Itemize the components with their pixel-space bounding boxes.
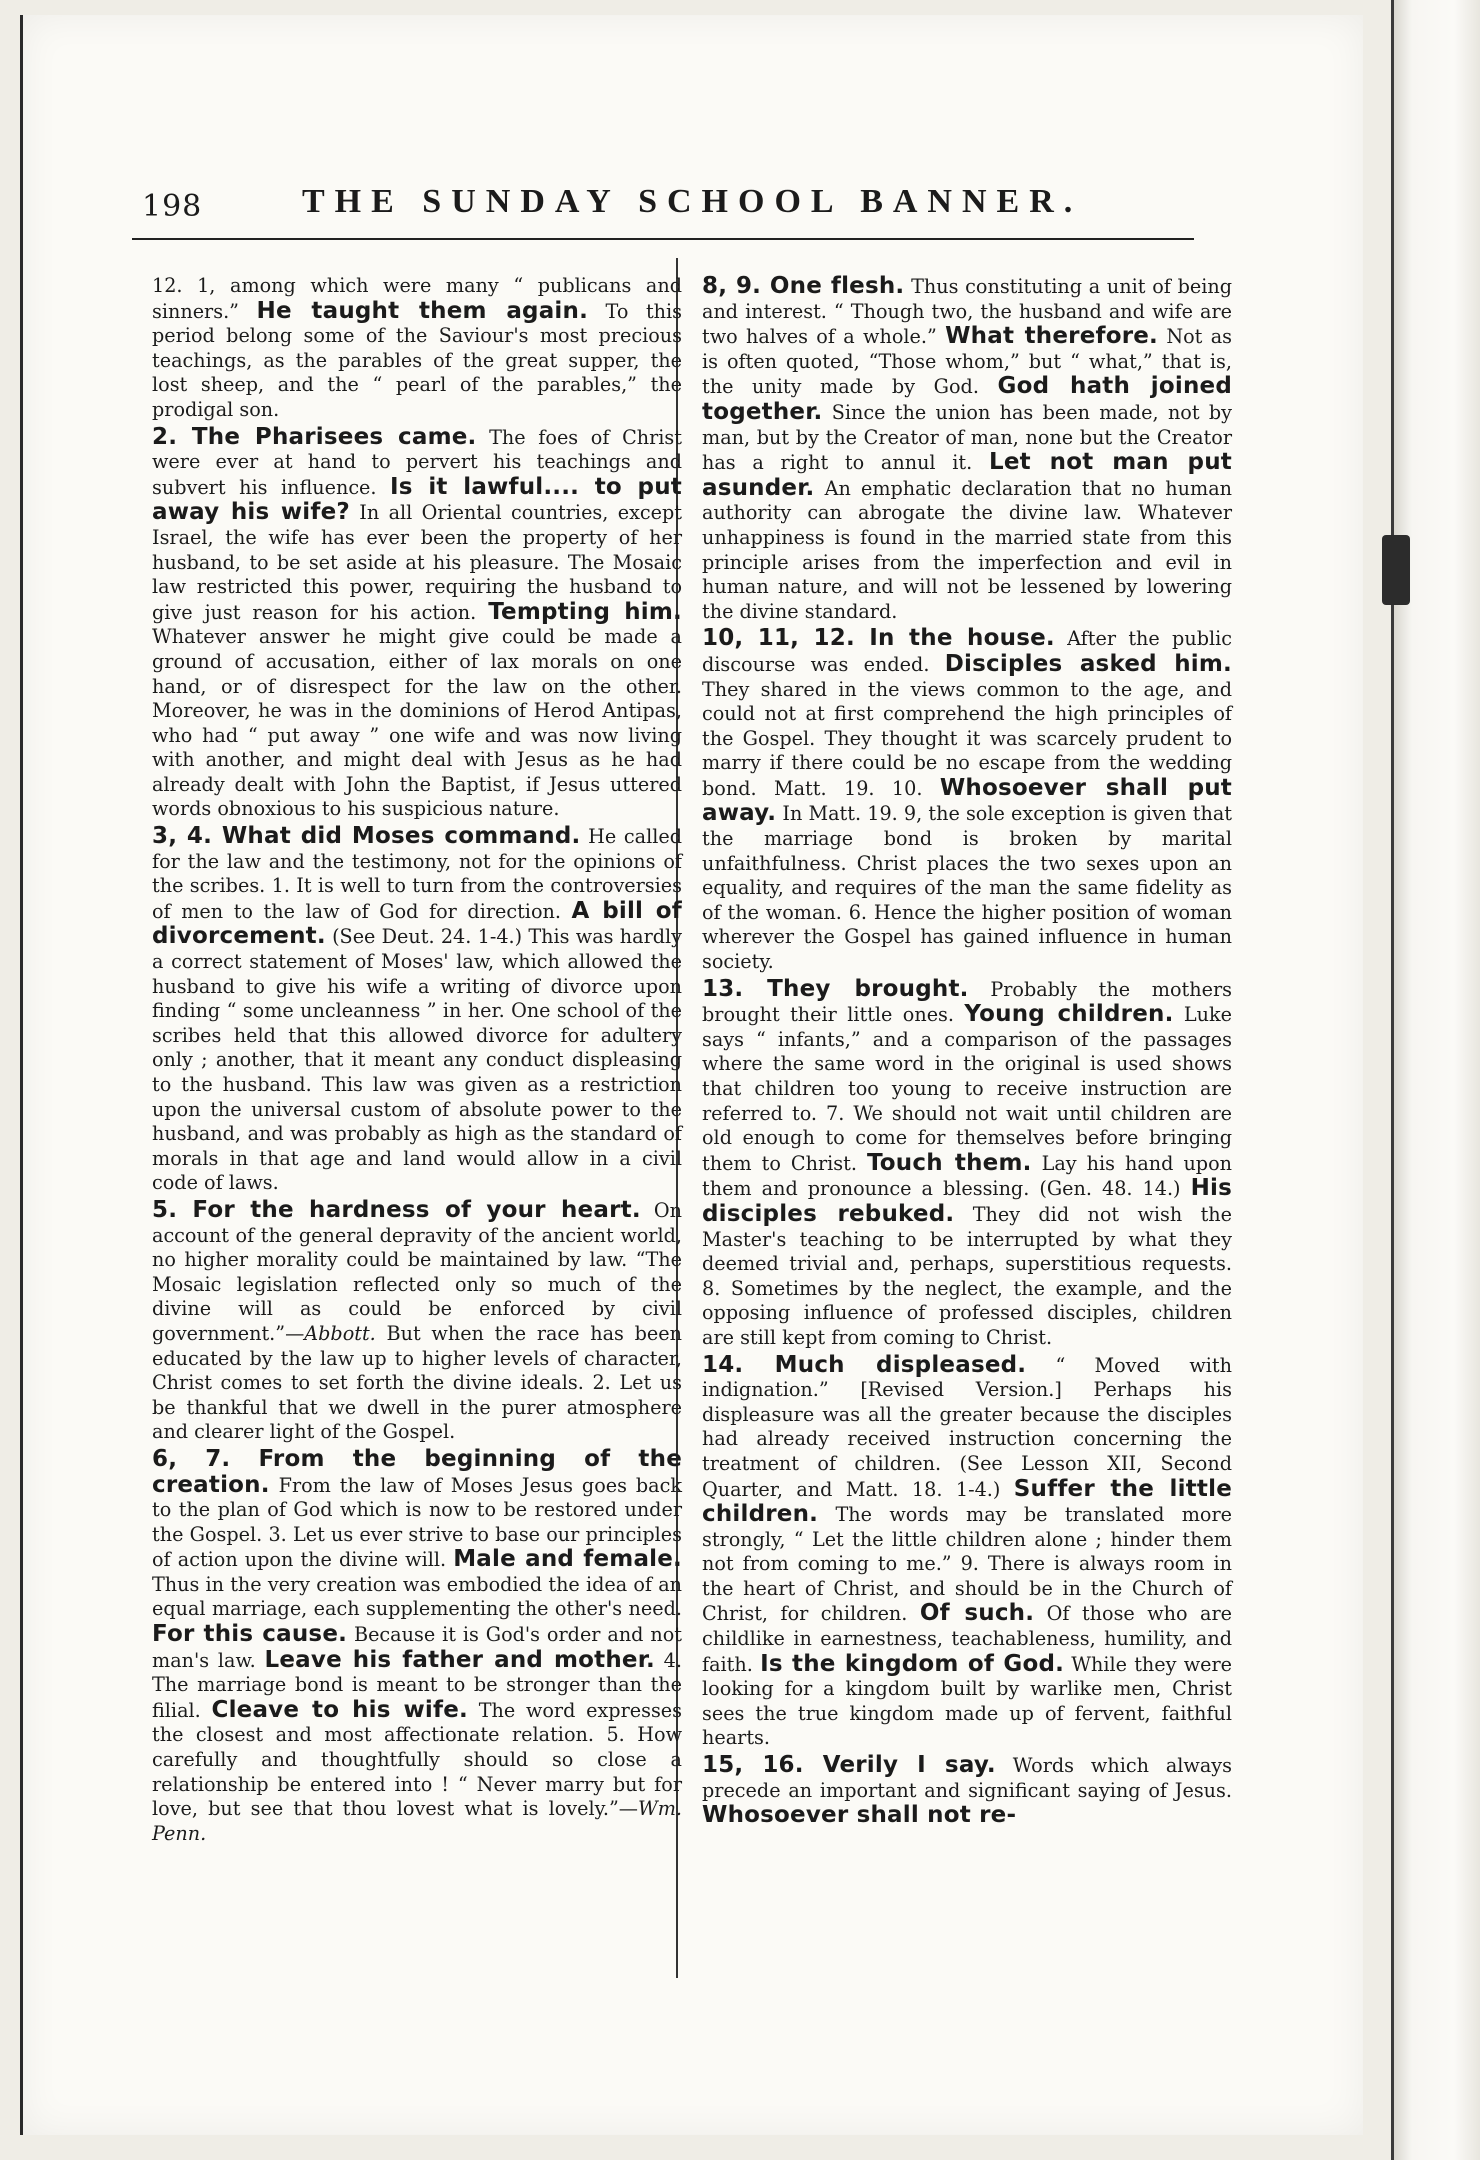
body-text: Lay his hand upon them and pronounce a blessing. (Gen. 48. 14.)	[702, 1151, 1233, 1201]
paragraph	[702, 626, 1232, 974]
binding-tab-mark	[1382, 535, 1410, 605]
body-text: Not as is often quoted, “Those whom,” but “ what,” that is, the unity made by God.	[702, 325, 1232, 399]
verse-keyword: 15, 16. Verily I say.	[702, 1752, 996, 1779]
facing-page-edge	[1391, 0, 1480, 2160]
paragraph	[152, 1447, 682, 1847]
verse-keyword: 8, 9. One flesh.	[702, 273, 905, 299]
paragraph	[702, 977, 1232, 1351]
verse-keyword: Is the kingdom of God.	[760, 1650, 1065, 1677]
verse-keyword: What therefore.	[945, 323, 1158, 350]
verse-keyword: His disciples rebuked.	[702, 1175, 1232, 1227]
verse-keyword: Of such.	[919, 1600, 1035, 1627]
right-column	[702, 274, 1232, 1829]
body-text: In Matt. 19. 9, the sole exception is given that the marriage bond is broken by marital unfaithfulness. Christ places the two sexes upon an equality, and requires of the man the same fidelity as of the woman. 6. Hence the higher position of woman wherever the Gospel has gained influence in human society.	[702, 802, 1232, 974]
body-text: 12. 1, among which were many “ publicans and sinners.”	[152, 274, 682, 323]
body-text: The word expresses the closest and most affectionate relation. 5. How carefully and thoughtfully should so close a relationship be entered into ! “ Never marry but for love, but see that thou lovest what is lovely.”—	[152, 1698, 683, 1821]
verse-keyword: Cleave to his wife.	[211, 1696, 468, 1723]
verse-keyword: For this cause.	[152, 1621, 348, 1648]
body-text: From the law of Moses Jesus goes back to the plan of God which is now to be restored under the Gospel. 3. Let us ever strive to base our principles of action upon the divine will.	[152, 1473, 682, 1572]
paragraph	[152, 274, 682, 423]
page-number: 198	[142, 189, 203, 224]
body-text: Whatever answer he might give could be made a ground of accusation, either of lax morals on one hand, or of disrespect for the law on the other. Moreover, he was in the dominions of Herod Antipas, who had “ put away ” one wife and was now living with another, and might deal with Jesus as he had already dealt with John the Baptist, if Jesus uttered words obnoxious to his suspicious nature.	[152, 625, 682, 821]
body-text: The foes of Christ were ever at hand to pervert his teachings and subvert his influence.	[152, 425, 682, 499]
body-text: (See Deut. 24. 1-4.) This was hardly a correct statement of Moses' law, which allowed the husband to give his wife a writing of divorce upon finding “ some uncleanness ” in her. One school of the scribes held that this allowed divorce for adultery only ; another, that it meant any conduct displeasing to the husband. This law was given as a restriction upon the universal custom of absolute power to the husband, and was probably as high as the standard of morals in that age and land would allow in a civil code of laws.	[152, 925, 682, 1195]
body-text: An emphatic declaration that no human authority can abrogate the divine law. Whatever unhappiness is found in the married state from this principle arises from the imperfection and evil in human nature, and will not be lessened by lowering the divine standard.	[702, 476, 1232, 623]
running-title: THE SUNDAY SCHOOL BANNER.	[302, 183, 1083, 220]
paragraph	[152, 824, 682, 1196]
verse-keyword: 13. They brought.	[702, 975, 969, 1002]
body-text: They did not wish the Master's teaching to be interrupted by what they deemed trivial and, perhaps, superstitious requests. 8. Sometimes by the neglect, the example, and the opposing influence of professed disciples, children are still kept from coming to Christ.	[702, 1202, 1232, 1349]
body-text: Thus in the very creation was embodied the idea of an equal marriage, each supplementing the other's need.	[152, 1572, 682, 1621]
citation: Wm. Penn.	[152, 1797, 682, 1845]
body-text: After the public discourse was ended.	[702, 627, 1232, 676]
body-text: Luke says “ infants,” and a comparison of the passages where the same word in the original is used shows that children too young to receive instruction are referred to. 7. We should not wait until children are old enough to come for themselves before bringing them to Christ.	[702, 1003, 1232, 1175]
verse-keyword: Let not man put asunder.	[702, 449, 1232, 501]
body-text: On account of the general depravity of the ancient world, no higher morality could be maintained by law. “The Mosaic legislation reflected only so much of the divine will as could be enforced by civil government.”—	[152, 1198, 683, 1345]
verse-keyword: Disciples asked him.	[944, 650, 1232, 677]
paragraph	[702, 274, 1232, 624]
paragraph	[152, 425, 682, 823]
verse-keyword: God hath joined together.	[702, 373, 1232, 425]
verse-keyword: 14. Much displeased.	[702, 1351, 1027, 1378]
verse-keyword: 2. The Pharisees came.	[152, 423, 477, 450]
body-text: But when the race has been educated by the law up to higher levels of character, Christ comes to set forth the divine ideals. 2. Let us be thankful that we dwell in the purer atmosphere and clearer light of the Gospel.	[152, 1321, 682, 1444]
verse-keyword: A bill of divorcement.	[152, 897, 683, 950]
body-text: Probably the mothers brought their little ones.	[702, 977, 1232, 1027]
body-text: Because it is God's order and not man's law.	[152, 1623, 682, 1672]
citation: Abbott.	[304, 1321, 376, 1345]
body-text: 4. The marriage bond is meant to be stronger than the filial.	[152, 1648, 682, 1722]
verse-keyword: Tempting him.	[488, 598, 682, 625]
body-text: He called for the law and the testimony, not for the opinions of the scribes. 1. It is well to turn from the controversies of men to the law of God for direction.	[152, 825, 682, 923]
body-text: Thus constituting a unit of being and interest. “ Though two, the husband and wife are two halves of a whole.”	[702, 275, 1232, 349]
body-text: In all Oriental countries, except Israel, the wife has ever been the property of her husband, to be set aside at his pleasure. The Mosaic law restricted this power, requiring the husband to give just reason for his action.	[152, 501, 682, 624]
verse-keyword: 6, 7. From the beginning of the creation.	[152, 1445, 682, 1498]
verse-keyword: Is it lawful.... to put away his wife?	[152, 473, 682, 526]
header-rule	[132, 238, 1194, 240]
paragraph	[702, 1753, 1232, 1829]
verse-keyword: Touch them.	[866, 1149, 1032, 1176]
body-text: While they were looking for a kingdom built by warlike men, Christ sees the true kingdom made up of fervent, faithful hearts.	[702, 1652, 1232, 1750]
body-text: Since the union has been made, not by man, but by the Creator of man, none but the Creator has a right to annul it.	[702, 400, 1232, 475]
verse-keyword: Young children.	[964, 1001, 1174, 1028]
verse-keyword: Male and female.	[453, 1546, 682, 1573]
verse-keyword: 10, 11, 12. In the house.	[702, 625, 1055, 652]
body-text: Words which always precede an important and significant saying of Jesus.	[702, 1754, 1232, 1802]
page-header	[142, 175, 1202, 235]
body-text: To this period belong some of the Saviour's most precious teachings, as the parables of the great supper, the lost sheep, and the “ pearl of the parables,” the prodigal son.	[152, 299, 682, 421]
body-text: Of those who are childlike in earnestness, teachableness, humility, and faith.	[702, 1602, 1232, 1676]
verse-keyword: He taught them again.	[256, 297, 589, 324]
body-text: They shared in the views common to the age, and could not at first comprehend the high principles of the Gospel. They thought it was scarcely prudent to marry if there could be no escape from the wedding bond. Matt. 19. 10.	[702, 677, 1232, 800]
verse-keyword: 5. For the hardness of your heart.	[152, 1196, 641, 1223]
paragraph	[702, 1353, 1232, 1752]
verse-keyword: Leave his father and mother.	[264, 1646, 655, 1673]
left-column	[152, 274, 682, 1846]
verse-keyword: Whosoever shall not re-	[702, 1802, 1017, 1829]
verse-keyword: 3, 4. What did Moses command.	[152, 823, 581, 850]
verse-keyword: Suffer the little children.	[702, 1475, 1232, 1528]
verse-keyword: Whosoever shall put away.	[702, 774, 1233, 827]
body-text: The words may be translated more strongly, “ Let the little children alone ; hinder them not from coming to me.” 9. There is always room in the heart of Christ, and should be in the Church of Christ, for children.	[702, 1503, 1232, 1626]
body-text: “ Moved with indignation.” [Revised Version.] Perhaps his displeasure was all the greater because the disciples had already received instruction concerning the treatment of children. (See Lesson XII, Second Quarter, and Matt. 18. 1-4.)	[702, 1353, 1232, 1501]
paragraph	[152, 1198, 682, 1445]
